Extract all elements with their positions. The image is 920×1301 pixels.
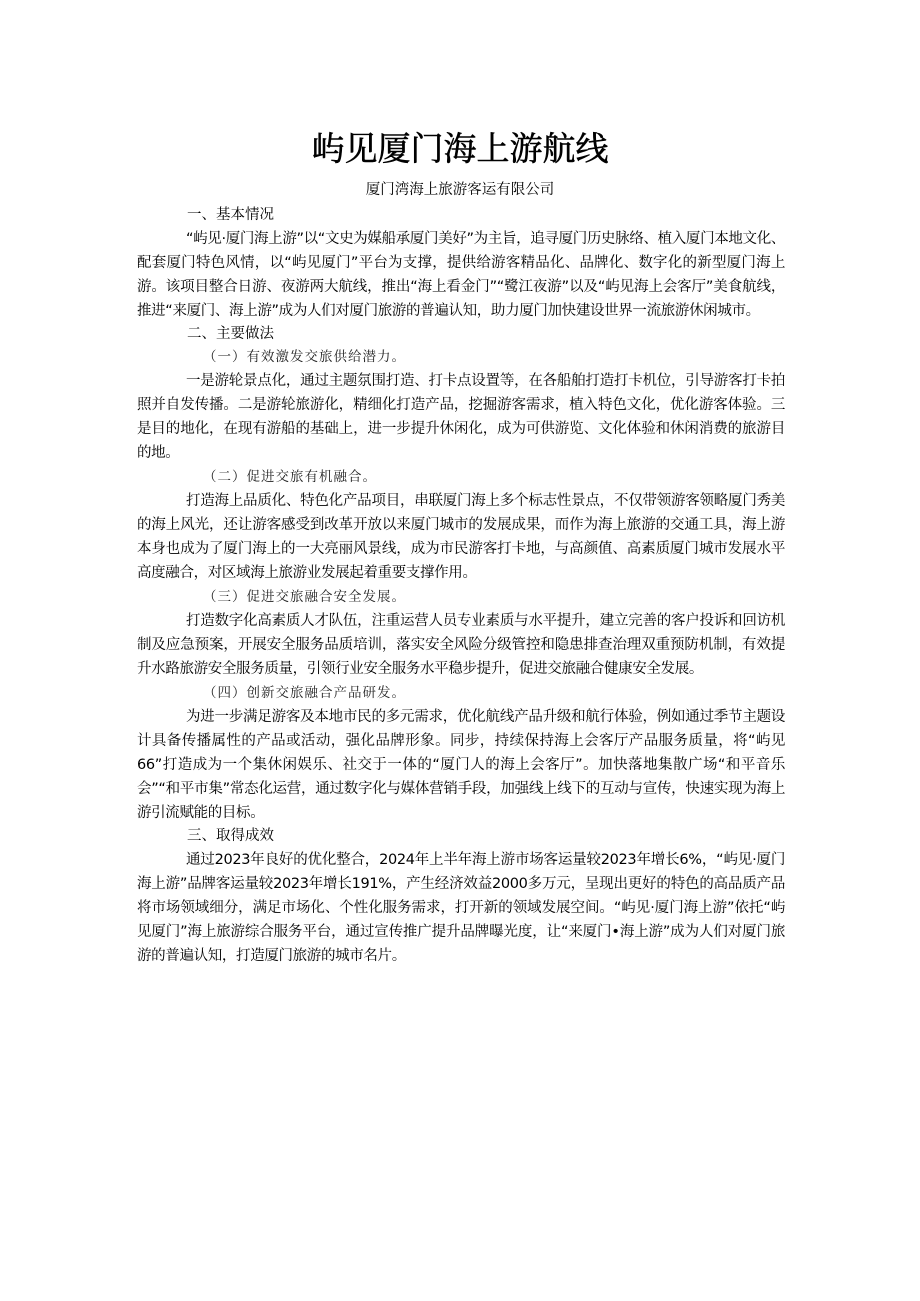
paragraph-basic-info: “屿见·厦门海上游”以“文史为媒船承厦门美好”为主旨，追寻厦门历史脉络、植入厦门本地文化、配套厦门特色风情，以“屿见厦门”平台为支撑，提供给游客精品化、品牌化、数字化的新型厦门海上游。该项目整合日游、夜游两大航线，推出“海上看金门”“鹭江夜游”以及“屿见海上会客厅”美食航线，推进“来厦门、海上游”成为人们对厦门旅游的普遍认知，助力厦门加快建设世界一流旅游休闲城市。: [137, 230, 785, 319]
section-heading-basic: 一、基本情况: [187, 207, 274, 223]
section-heading-practices: 二、主要做法: [187, 325, 274, 342]
paragraph-supply: 一是游轮景点化，通过主题氛围打造、打卡点设置等，在各船舶打造打卡机位，引导游客打卡拍照并自发传播。二是游轮旅游化，精细化打造产品，挖掘游客需求，植入特色文化，优化游客体验。三是目的地化，在现有游船的基础上，进一步提升休闲化，成为可供游览、文化体验和休闲消费的旅游目的地。: [137, 373, 785, 461]
paragraph-innovation: 为进一步满足游客及本地市民的多元需求，优化航线产品升级和航行体验，例如通过季节主题设计具备传播属性的产品或活动，强化品牌形象。同步，持续保持海上会客厅产品服务质量，将“屿见66”打造成为一个集休闲娱乐、社交于一体的“厦门人的海上会客厅”。加快落地集散广场“和平音乐会”“和平市集”常态化运营，通过数字化与媒体营销手段，加强线上线下的互动与宣传，快速实现为海上游引流赋能的目标。: [137, 709, 785, 821]
subheading-innovation: （四）创新交旅融合产品研发。: [203, 685, 406, 701]
subheading-supply: （一）有效激发交旅供给潜力。: [203, 349, 406, 365]
section-heading-results: 三、取得成效: [187, 828, 274, 844]
paragraph-results: 通过2023年良好的优化整合，2024年上半年海上游市场客运量较2023年增长6%，“屿见·厦门海上游”品牌客运量较2023年增长191%，产生经济效益2000多万元，呈现出更好的特色的高品质产品将市场领域细分，满足市场化、个性化服务需求，打开新的领域发展空间。“屿见·厦门海上游”依托“屿见厦门”海上旅游综合服务平台，通过宣传推广提升品牌曝光度，让“来厦门•海上游”成为人们对厦门旅游的普遍认知，打造厦门旅游的城市名片。: [137, 851, 785, 964]
organization-name: 厦门湾海上旅游客运有限公司: [365, 182, 555, 198]
document-title: 屿见厦门海上游航线: [311, 129, 609, 168]
subheading-integration: （二）促进交旅有机融合。: [203, 469, 377, 485]
subheading-safety: （三）促进交旅融合安全发展。: [203, 589, 406, 605]
paragraph-integration: 打造海上品质化、特色化产品项目，串联厦门海上多个标志性景点，不仅带领游客领略厦门秀美的海上风光，还让游客感受到改革开放以来厦门城市的发展成果，而作为海上旅游的交通工具，海上游本身也成为了厦门海上的一大亮丽风景线，成为市民游客打卡地，与高颜值、高素质厦门城市发展水平高度融合，对区域海上旅游业发展起着重要支撑作用。: [137, 493, 785, 581]
paragraph-safety: 打造数字化高素质人才队伍，注重运营人员专业素质与水平提升，建立完善的客户投诉和回访机制及应急预案，开展安全服务品质培训，落实安全风险分级管控和隐患排查治理双重预防机制，有效提升水路旅游安全服务质量，引领行业安全服务水平稳步提升，促进交旅融合健康安全发展。: [137, 613, 785, 677]
document-body: [137, 204, 785, 968]
